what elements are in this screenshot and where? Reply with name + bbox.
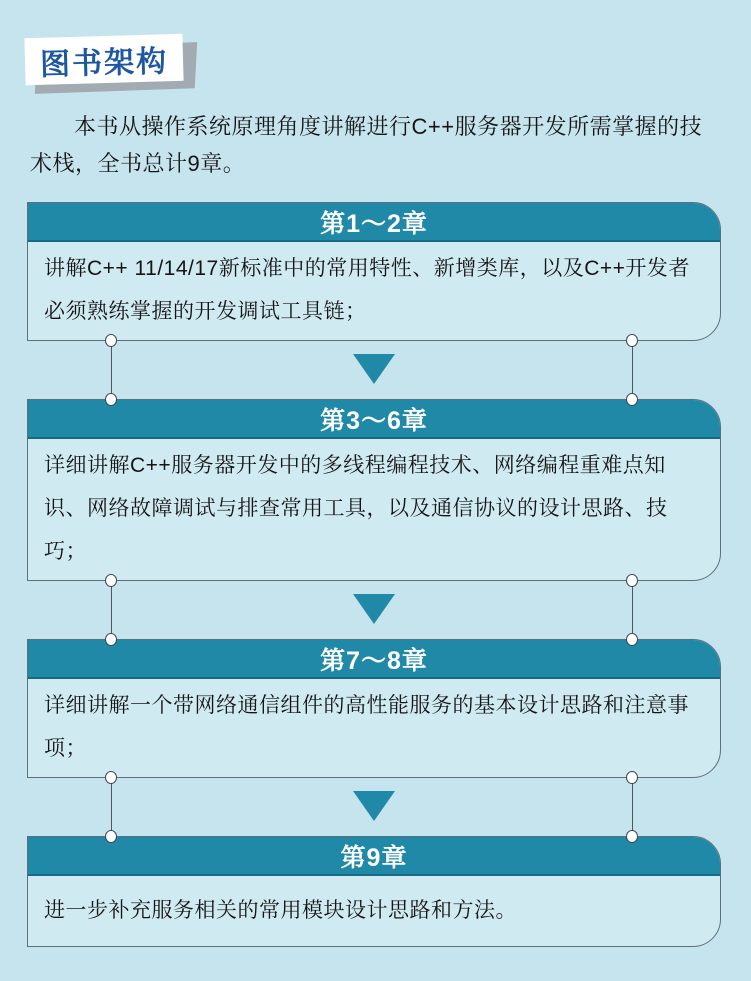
connector-node: [626, 830, 638, 843]
chapter-header: [28, 640, 720, 679]
title-badge-box: [24, 34, 183, 85]
arrow-down-icon: [353, 354, 395, 384]
chapter-box-2: [27, 399, 721, 581]
connector-line-left: [111, 778, 112, 836]
connector-line-left: [111, 341, 112, 399]
connector-node: [105, 574, 117, 587]
connector-node: [105, 393, 117, 406]
arrow-down-icon: [353, 594, 395, 624]
chapter-description: 详细讲解一个带网络通信组件的高性能服务的基本设计思路和注意事项；: [44, 694, 689, 760]
intro-paragraph: 本书从操作系统原理角度讲解进行C++服务器开发所需掌握的技术栈，全书总计9章。: [30, 114, 703, 176]
chapter-header: [28, 203, 720, 242]
arrow-down-icon: [353, 791, 395, 821]
page-title: 图书架构: [39, 44, 169, 82]
connector-node: [626, 574, 638, 587]
connector-node: [105, 633, 117, 646]
connector-line-right: [632, 341, 633, 399]
chapter-title: 第1～2章: [320, 209, 428, 238]
chapter-description: 进一步补充服务相关的常用模块设计思路和方法。: [44, 899, 517, 922]
book-structure-diagram: [0, 202, 751, 947]
connector-gap-2: [0, 581, 751, 639]
connector-line-left: [111, 581, 112, 639]
chapter-box-3: [27, 639, 721, 778]
connector-node: [626, 771, 638, 784]
connector-node: [626, 393, 638, 406]
connector-node: [105, 771, 117, 784]
chapter-header: [28, 400, 720, 439]
chapter-title: 第3～6章: [320, 406, 428, 435]
connector-line-right: [632, 581, 633, 639]
connector-node: [105, 830, 117, 843]
connector-gap-3: [0, 778, 751, 836]
chapter-box-1: [27, 202, 721, 341]
chapter-header: [28, 837, 720, 876]
chapter-description: 讲解C++ 11/14/17新标准中的常用特性、新增类库，以及C++开发者必须熟练掌握的开发调试工具链；: [44, 257, 690, 323]
chapter-box-4: [27, 836, 721, 947]
connector-line-right: [632, 778, 633, 836]
connector-node: [105, 334, 117, 347]
connector-node: [626, 633, 638, 646]
chapter-title: 第9章: [340, 843, 408, 872]
title-badge: [25, 36, 201, 90]
chapter-description: 详细讲解C++服务器开发中的多线程编程技术、网络编程重难点知识、网络故障调试与排查常用工具，以及通信协议的设计思路、技巧；: [44, 454, 668, 563]
connector-gap-1: [0, 341, 751, 399]
chapter-title: 第7～8章: [320, 646, 428, 675]
connector-node: [626, 334, 638, 347]
